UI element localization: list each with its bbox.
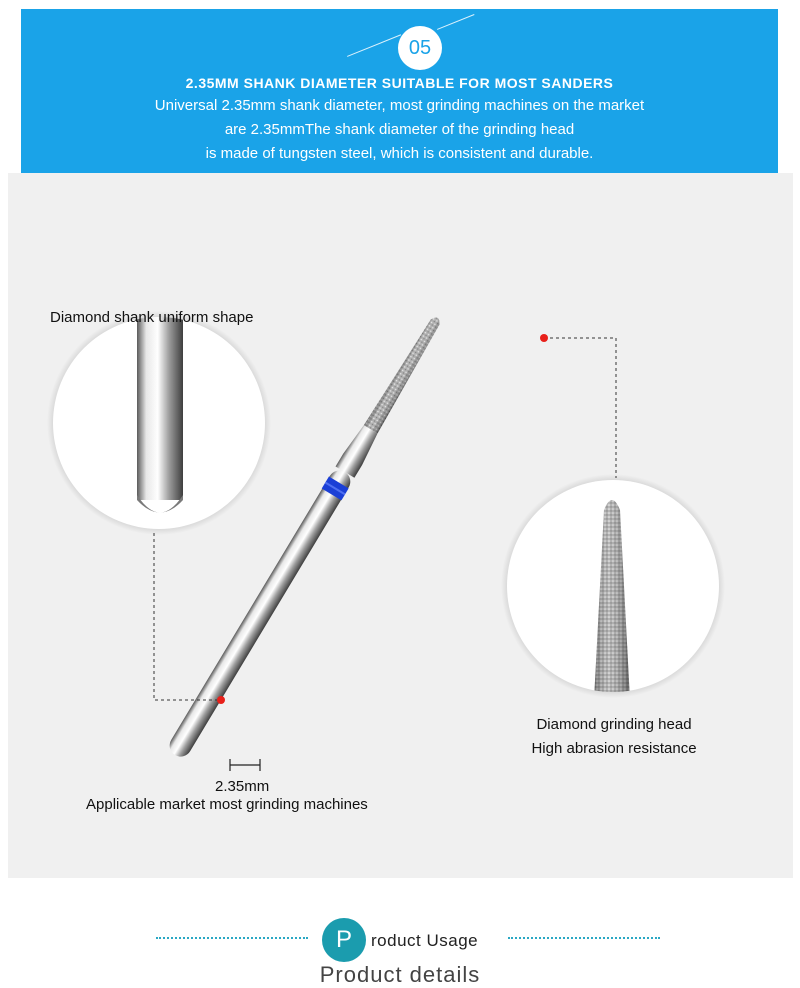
usage-divider-left — [156, 937, 308, 939]
head-label-line-1: Diamond grinding head — [536, 716, 692, 733]
details-heading: Product details — [319, 962, 481, 987]
shank-marker-dot — [217, 696, 225, 704]
head-label-line-2: High abrasion resistance — [531, 740, 697, 757]
banner-description-line-2: are 2.35mmThe shank diameter of the grinding head — [224, 121, 575, 138]
bit-neck — [336, 424, 381, 478]
head-marker-dot — [540, 334, 548, 342]
shank-shape-label: Diamond shank uniform shape — [50, 309, 254, 326]
zoomed-shank — [137, 300, 183, 500]
head-leader-line — [544, 338, 616, 478]
banner-title: 2.35MM SHANK DIAMETER SUITABLE FOR MOST SANDERS — [185, 75, 614, 91]
usage-divider-right — [508, 937, 660, 939]
market-label: Applicable market most grinding machines — [86, 796, 368, 813]
banner-description-line-3: is made of tungsten steel, which is consistent and durable. — [205, 145, 594, 162]
step-number-badge: 05 — [398, 26, 442, 70]
dimension-label: 2.35mm — [215, 778, 270, 795]
usage-initial-badge: P — [322, 918, 366, 962]
banner-description-line-1: Universal 2.35mm shank diameter, most grinding machines on the market — [154, 97, 645, 114]
usage-heading: roduct Usage — [371, 931, 479, 950]
dimension-bracket — [230, 759, 260, 771]
